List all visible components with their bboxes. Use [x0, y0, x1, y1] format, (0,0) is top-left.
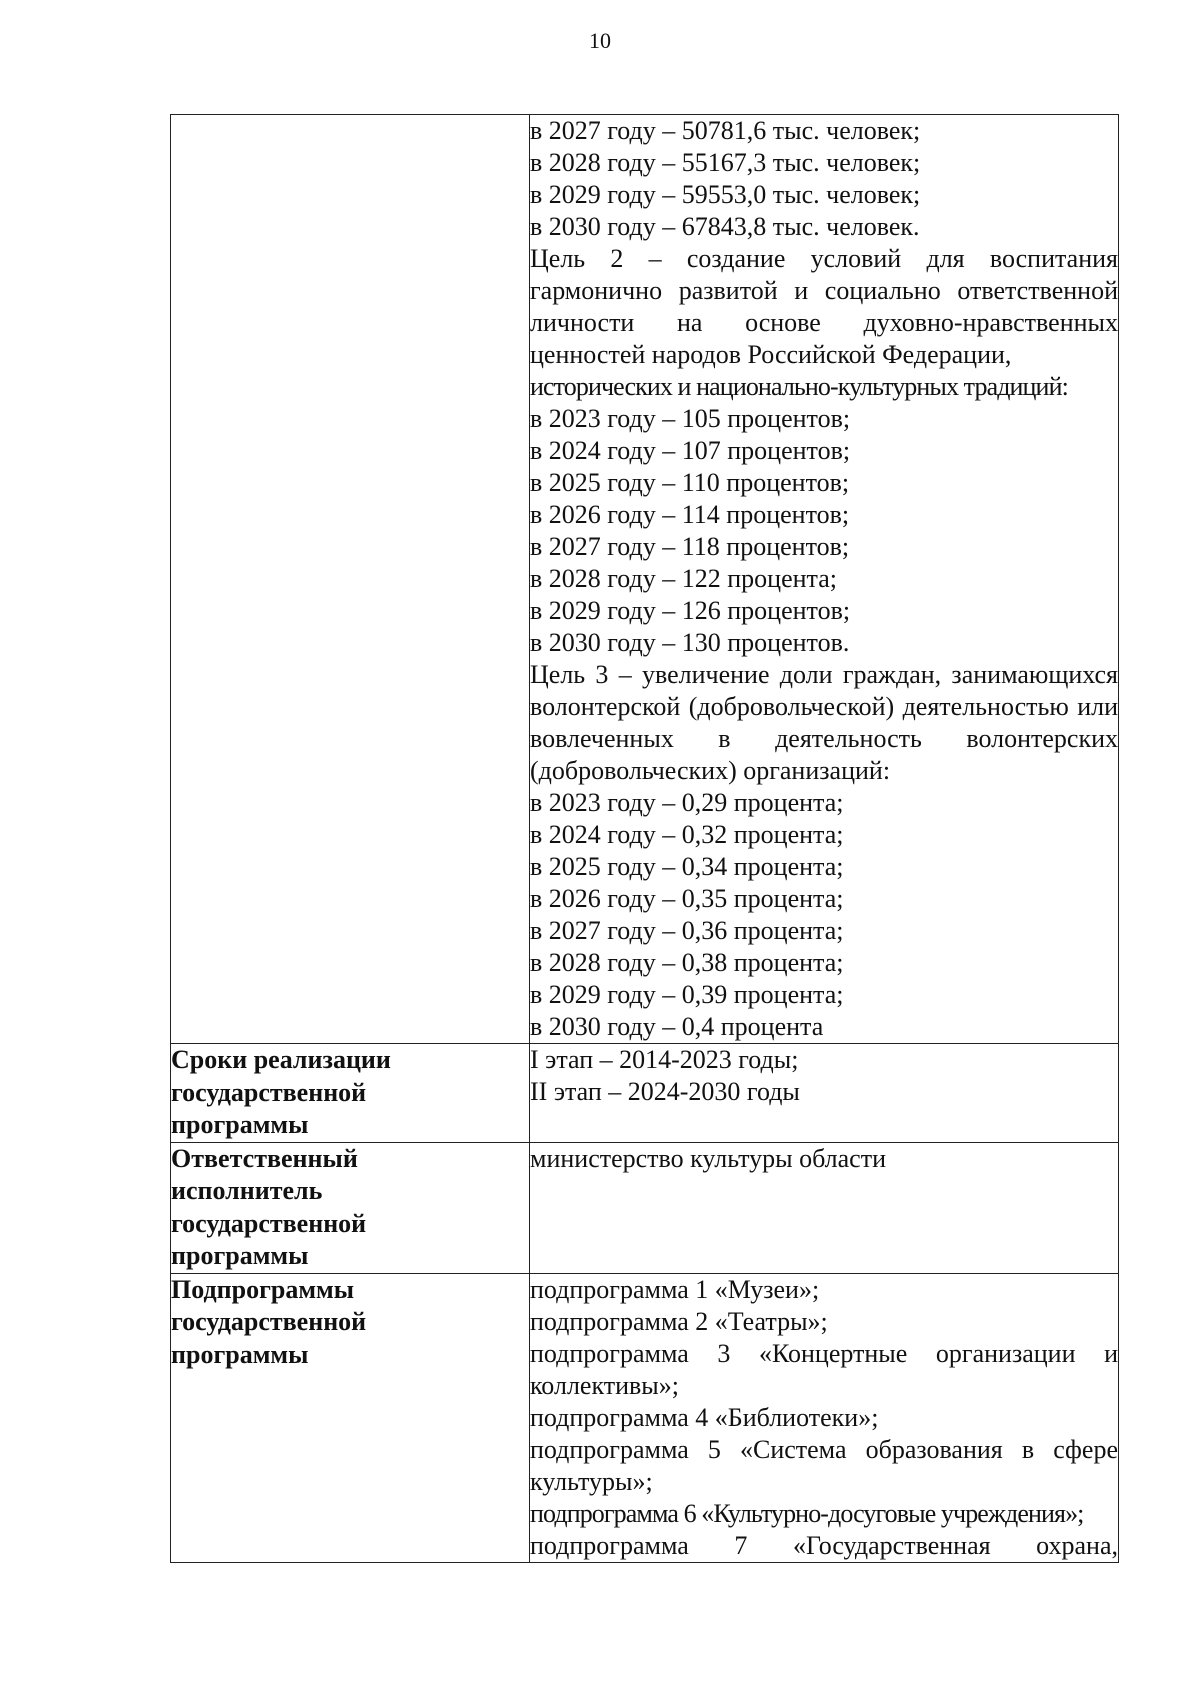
target-line: в 2025 году – 0,34 процента; — [530, 852, 844, 881]
executor-label-line: Ответственный — [171, 1143, 358, 1173]
table-row-executor — [171, 1142, 1119, 1273]
target-line: в 2030 году – 0,4 процента — [530, 1012, 824, 1041]
executor-label-cell — [171, 1142, 530, 1273]
subprograms-label-line: Подпрограммы — [171, 1274, 355, 1304]
subprograms-value-cell — [530, 1273, 1119, 1562]
target-line: в 2025 году – 110 процентов; — [530, 468, 850, 497]
executor-label-line: исполнитель — [171, 1176, 323, 1205]
subprogram-item: подпрограмма 2 «Театры»; — [530, 1306, 828, 1336]
target-line: в 2030 году – 130 процентов. — [530, 628, 850, 657]
subprogram-item: подпрограмма 3 «Концертные организации и коллективы»; — [530, 1338, 1118, 1400]
stage-line: I этап – 2014-2023 годы; — [530, 1045, 799, 1074]
target-line: в 2023 году – 0,29 процента; — [530, 788, 844, 817]
target-line: в 2028 году – 122 процента; — [530, 564, 837, 593]
targets-value-cell — [530, 115, 1119, 1044]
subprograms-label-line: программы — [171, 1339, 309, 1369]
stage-line: II этап – 2024-2030 годы — [530, 1077, 800, 1106]
target-line: в 2028 году – 0,38 процента; — [530, 948, 844, 977]
subprogram-item: подпрограмма 4 «Библиотеки»; — [530, 1402, 879, 1432]
executor-label-line: программы — [171, 1241, 309, 1270]
terms-label-line: государственной — [171, 1077, 367, 1107]
executor-value-cell — [530, 1142, 1119, 1273]
terms-label-cell — [171, 1044, 530, 1143]
goal-2-text-tail: исторических и национально-культурных традиций: — [530, 372, 1068, 401]
subprogram-item: подпрограмма 5 «Система образования в сфере культуры»; — [530, 1434, 1118, 1496]
goal-2-text: Цель 2 – создание условий для воспитания гармонично развитой и социально ответственной личности на основе духовно-нравственных ценностей народов Российской Федерации, — [530, 244, 1118, 369]
table-row-targets — [171, 115, 1119, 1044]
executor-label-line: государственной — [171, 1208, 367, 1238]
subprograms-label-cell — [171, 1273, 530, 1562]
target-line: в 2028 году – 55167,3 тыс. человек; — [530, 148, 921, 177]
target-line: в 2024 году – 107 процентов; — [530, 436, 851, 465]
subprogram-item: подпрограмма 1 «Музеи»; — [530, 1274, 820, 1304]
subprogram-item: подпрограмма 6 «Культурно-досуговые учреждения»; — [530, 1498, 1084, 1528]
target-line: в 2027 году – 118 процентов; — [530, 532, 850, 561]
target-line: в 2027 году – 50781,6 тыс. человек; — [530, 116, 921, 145]
program-passport-table — [170, 114, 1119, 1563]
terms-label-line: программы — [171, 1110, 309, 1139]
target-line: в 2030 году – 67843,8 тыс. человек. — [530, 212, 920, 241]
terms-label-line: Сроки реализации — [171, 1045, 391, 1074]
target-line: в 2027 году – 0,36 процента; — [530, 916, 844, 945]
target-line: в 2023 году – 105 процентов; — [530, 404, 851, 433]
executor-value: министерство культуры области — [530, 1143, 887, 1173]
target-line: в 2029 году – 0,39 процента; — [530, 980, 844, 1009]
goal-3-text: Цель 3 – увеличение доли граждан, занимающихся волонтерской (добровольческой) деятельностью или вовлеченных в деятельность волонтерских (добровольческих) организаций: — [530, 660, 1118, 785]
subprogram-item: подпрограмма 7 «Государственная охрана, — [530, 1530, 1118, 1560]
target-line: в 2029 году – 59553,0 тыс. человек; — [530, 180, 921, 209]
terms-value-cell — [530, 1044, 1119, 1143]
target-line: в 2029 году – 126 процентов; — [530, 596, 851, 625]
page-number: 10 — [589, 28, 611, 53]
target-line: в 2024 году – 0,32 процента; — [530, 820, 844, 849]
target-line: в 2026 году – 114 процентов; — [530, 500, 850, 529]
table-row-terms — [171, 1044, 1119, 1143]
subprograms-label-line: государственной — [171, 1307, 367, 1336]
table-row-subprograms — [171, 1273, 1119, 1562]
targets-label-cell — [171, 115, 530, 1044]
target-line: в 2026 году – 0,35 процента; — [530, 884, 844, 913]
